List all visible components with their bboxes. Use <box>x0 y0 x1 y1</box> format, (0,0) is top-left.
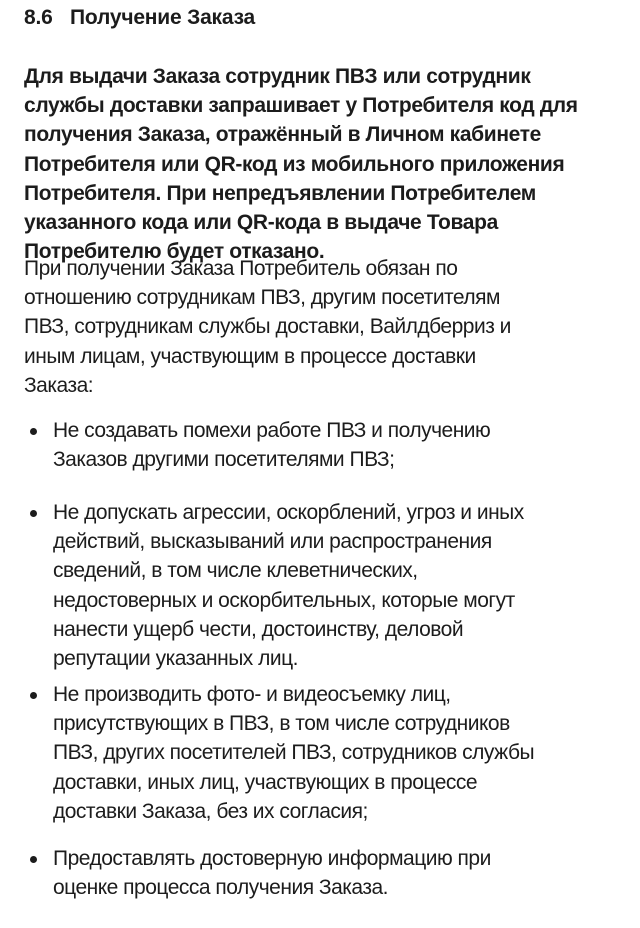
bold-paragraph <box>24 62 624 266</box>
bullet-text <box>53 680 534 826</box>
bullet-dot-icon <box>30 510 37 517</box>
text-line: отношению сотрудникам ПВЗ, другим посетителям <box>24 286 500 310</box>
text-line: ПВЗ, сотрудникам службы доставки, Вайлдберриз и <box>24 315 511 339</box>
text-line: Для выдачи Заказа сотрудник ПВЗ или сотрудник <box>24 65 531 88</box>
text-line: Потребителя. При непредъявлении Потребителем <box>24 181 536 205</box>
text-line: Не производить фото- и видеосъемку лиц, <box>53 683 451 706</box>
text-line: доставки Заказа, без их согласия; <box>53 799 368 823</box>
text-line: Потребителю будет отказано. <box>24 240 325 264</box>
text-line: указанного кода или QR-кода в выдаче Товара <box>24 211 498 235</box>
bullet-dot-icon <box>30 428 37 435</box>
bullet-dot-icon <box>30 856 37 863</box>
section-heading <box>24 4 255 32</box>
text-line: службы доставки запрашивает у Потребителя код для <box>24 94 578 118</box>
text-line: репутации указанных лиц. <box>53 647 298 671</box>
text-line: Заказа: <box>24 373 94 397</box>
text-line: ПВЗ, других посетителей ПВЗ, сотрудников службы <box>53 741 535 765</box>
bullet-text <box>53 844 491 902</box>
section-title-text: Получение Заказа <box>70 6 256 29</box>
text-line: Потребителя или QR-код из мобильного приложения <box>24 152 565 176</box>
text-line: Предоставлять достоверную информацию при <box>53 847 491 870</box>
text-line: оценке процесса получения Заказа. <box>53 876 388 900</box>
text-line: недостоверных и оскорбительных, которые могут <box>53 588 515 612</box>
section-number: 8.6 <box>24 6 53 29</box>
text-line: При получении Заказа Потребитель обязан по <box>24 257 458 280</box>
text-line: Заказов другими посетителями ПВЗ; <box>53 448 395 472</box>
bullet-dot-icon <box>30 692 37 699</box>
text-line: Не создавать помехи работе ПВЗ и получению <box>53 419 491 442</box>
obligations-intro-paragraph <box>24 254 624 400</box>
text-line: иным лицам, участвующим в процессе доставки <box>24 344 476 368</box>
text-line: доставки, иных лиц, участвующих в процессе <box>53 770 478 794</box>
bullet-text <box>53 498 524 673</box>
text-line: действий, высказываний или распространения <box>53 530 492 554</box>
text-line: сведений, в том числе клеветнических, <box>53 559 418 583</box>
text-line: получения Заказа, отражённый в Личном кабинете <box>24 123 541 147</box>
text-line: нанести ущерб чести, достоинству, деловой <box>53 617 464 641</box>
text-line: присутствующих в ПВЗ, в том числе сотрудников <box>53 712 510 736</box>
text-line: Не допускать агрессии, оскорблений, угроз и иных <box>53 501 524 524</box>
bullet-text <box>53 416 490 474</box>
